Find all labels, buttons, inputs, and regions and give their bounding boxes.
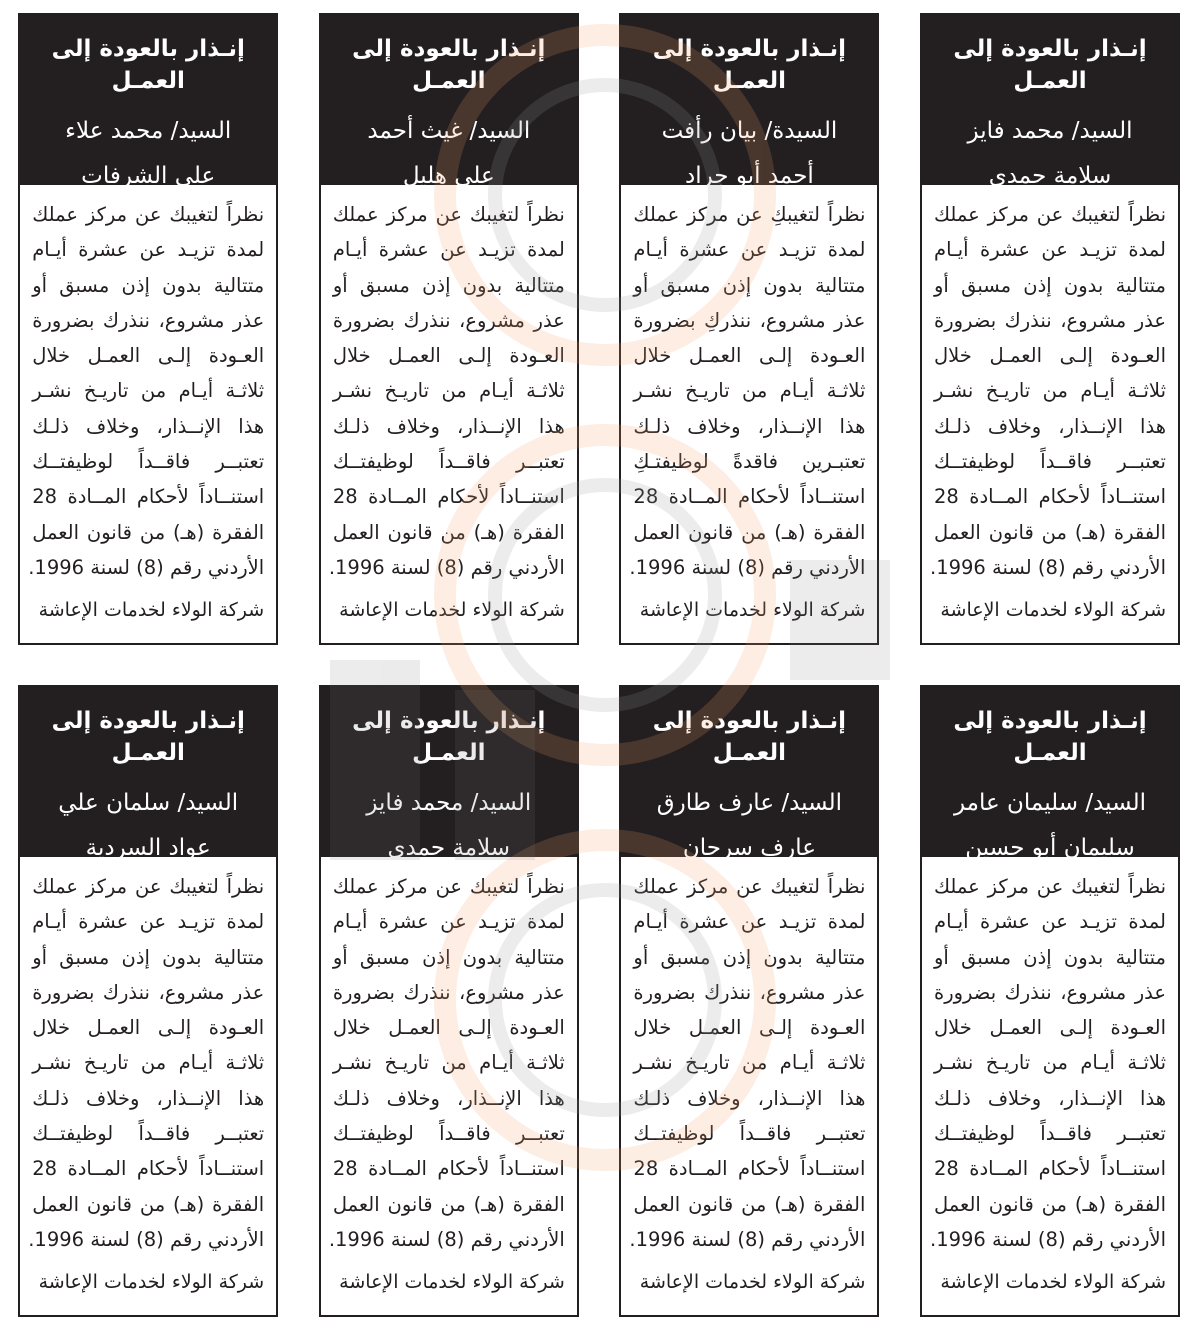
body-line: استنــاداً لأحكام المــادة 28 (633, 1157, 866, 1181)
body-line: الأردني رقم (8) لسنة 1996. (328, 555, 565, 579)
body-line: الأردني رقم (8) لسنة 1996. (629, 555, 866, 579)
company-signature: شركة الولاء لخدمات الإعاشة (339, 1271, 565, 1294)
body-line: ثلاثـة أيـام من تاريـخ نشـر (633, 379, 866, 403)
recipient-name-line2: سلامة حمدي (387, 835, 511, 861)
company-signature: شركة الولاء لخدمات الإعاشة (38, 599, 265, 622)
body-line: لمدة تزيـد عن عشرة أيـام (32, 910, 265, 934)
notice-title: إنـذار بالعودة إلى العمـل (652, 708, 847, 766)
body-line: ثلاثـة أيـام من تاريـخ نشـر (32, 1051, 265, 1075)
notice-body (922, 185, 1178, 585)
card-header (321, 15, 577, 189)
notice-body (321, 857, 577, 1257)
body-line: الفقرة (هـ) من قانون العمل (32, 1192, 265, 1216)
card-header (20, 15, 276, 189)
body-line: نظراً لتغيبك عن مركز عملك (332, 203, 565, 226)
notice-title: إنـذار بالعودة إلى العمـل (352, 36, 546, 94)
recipient-name-line1: السيد/ عارف طارق (656, 790, 843, 816)
card-header (922, 687, 1178, 861)
company-signature: شركة الولاء لخدمات الإعاشة (38, 1271, 265, 1294)
recipient-name-line2: أحمد أبو جراد (684, 163, 814, 189)
body-line: العـودة إلـى العمـل خلال (934, 1016, 1166, 1040)
body-line: استنــاداً لأحكام المــادة 28 (934, 1157, 1166, 1181)
body-line: ثلاثـة أيـام من تاريـخ نشـر (633, 1051, 866, 1075)
company-signature: شركة الولاء لخدمات الإعاشة (940, 599, 1166, 622)
body-line: الأردني رقم (8) لسنة 1996. (328, 1227, 565, 1251)
body-line: تعتبــر فاقــداً لوظيفتــك (332, 450, 565, 474)
body-line: عذر مشروع، ننذرك بضرورة (934, 980, 1166, 1004)
company-signature: شركة الولاء لخدمات الإعاشة (339, 599, 565, 622)
notice-grid (18, 13, 1180, 1317)
body-line: نظراً لتغيبكِ عن مركز عملك (633, 203, 866, 226)
body-line: الفقرة (هـ) من قانون العمل (332, 520, 565, 544)
body-line: متتالية بدون إذن مسبق أو (32, 273, 265, 297)
company-signature: شركة الولاء لخدمات الإعاشة (639, 599, 866, 622)
notice-title: إنـذار بالعودة إلى العمـل (953, 708, 1147, 766)
body-line: ثلاثـة أيـام من تاريـخ نشـر (934, 379, 1166, 403)
body-line: نظراً لتغيبك عن مركز عملك (934, 203, 1166, 226)
body-line: الأردني رقم (8) لسنة 1996. (28, 555, 265, 579)
notice-body (621, 857, 877, 1257)
body-line: متتالية بدون إذن مسبق أو (934, 273, 1166, 297)
recipient-name-line1: السيد/ محمد فايز (366, 790, 532, 816)
notice-title: إنـذار بالعودة إلى العمـل (352, 708, 546, 766)
body-line: تعتبــر فاقــداً لوظيفتــك (32, 450, 265, 474)
body-line: متتالية بدون إذن مسبق أو (332, 945, 565, 969)
body-line: العـودة إلـى العمـل خلال (633, 1016, 866, 1040)
notice-card-5 (920, 685, 1180, 1317)
body-line: هذا الإنــذار، وخلاف ذلـك (934, 414, 1166, 438)
body-line: تعتبــر فاقــداً لوظيفتــك (32, 1122, 265, 1146)
body-line: لمدة تزيـد عن عشرة أيـام (633, 910, 866, 934)
body-line: هذا الإنــذار، وخلاف ذلـك (934, 1086, 1166, 1110)
body-line: نظراً لتغيبك عن مركز عملك (32, 875, 265, 898)
recipient-name-line1: السيد/ سليمان عامر (953, 790, 1147, 816)
body-line: نظراً لتغيبك عن مركز عملك (332, 875, 565, 898)
company-signature: شركة الولاء لخدمات الإعاشة (639, 1271, 866, 1294)
body-line: ثلاثـة أيـام من تاريـخ نشـر (32, 379, 265, 403)
body-line: نظراً لتغيبك عن مركز عملك (934, 875, 1166, 898)
body-line: متتالية بدون إذن مسبق أو (633, 273, 866, 297)
card-header (922, 15, 1178, 189)
notice-card-8 (18, 685, 278, 1317)
body-line: متتالية بدون إذن مسبق أو (32, 945, 265, 969)
body-line: نظراً لتغيبك عن مركز عملك (32, 203, 265, 226)
notice-title: إنـذار بالعودة إلى العمـل (652, 36, 847, 94)
recipient-name-line2: عارف سرحان (682, 835, 816, 861)
body-line: الأردني رقم (8) لسنة 1996. (629, 1227, 866, 1251)
body-line: الأردني رقم (8) لسنة 1996. (28, 1227, 265, 1251)
body-line: متتالية بدون إذن مسبق أو (934, 945, 1166, 969)
notice-body (621, 185, 877, 585)
notice-card-7 (319, 685, 579, 1317)
body-line: تعتبــر فاقــداً لوظيفتــك (934, 1122, 1166, 1146)
recipient-name-line2: سليمان أبو حسين (965, 835, 1135, 861)
body-line: الفقرة (هـ) من قانون العمل (32, 520, 265, 544)
body-line: لمدة تزيـد عن عشرة أيـام (332, 238, 565, 262)
body-line: هذا الإنــذار، وخلاف ذلـك (633, 414, 866, 438)
company-signature: شركة الولاء لخدمات الإعاشة (940, 1271, 1166, 1294)
body-line: استنــاداً لأحكام المــادة 28 (32, 485, 265, 509)
notice-card-2 (619, 13, 879, 645)
card-header (621, 687, 877, 861)
body-line: ثلاثـة أيـام من تاريـخ نشـر (332, 379, 565, 403)
body-line: العـودة إلـى العمـل خلال (32, 344, 265, 368)
body-line: الفقرة (هـ) من قانون العمل (934, 1192, 1166, 1216)
card-header (621, 15, 877, 189)
body-line: استنــاداً لأحكام المــادة 28 (332, 485, 565, 509)
body-line: متتالية بدون إذن مسبق أو (332, 273, 565, 297)
notice-title: إنـذار بالعودة إلى العمـل (51, 708, 245, 766)
body-line: لمدة تزيـد عن عشرة أيـام (934, 238, 1166, 262)
body-line: استنــاداً لأحكام المــادة 28 (934, 485, 1166, 509)
body-line: هذا الإنــذار، وخلاف ذلـك (633, 1086, 866, 1110)
body-line: هذا الإنــذار، وخلاف ذلـك (32, 1086, 265, 1110)
card-header (20, 687, 276, 861)
notice-card-6 (619, 685, 879, 1317)
body-line: ثلاثـة أيـام من تاريـخ نشـر (332, 1051, 565, 1075)
body-line: العـودة إلـى العمـل خلال (934, 344, 1166, 368)
body-line: الفقرة (هـ) من قانون العمل (934, 520, 1166, 544)
notice-body (321, 185, 577, 585)
body-line: عذر مشروع، ننذرك بضرورة (32, 980, 265, 1004)
recipient-name-line2: سلامة حمدي (988, 163, 1112, 189)
body-line: تعتبــر فاقــداً لوظيفتــك (934, 450, 1166, 474)
card-header (321, 687, 577, 861)
body-line: ثلاثـة أيـام من تاريـخ نشـر (934, 1051, 1166, 1075)
body-line: هذا الإنــذار، وخلاف ذلـك (332, 1086, 565, 1110)
body-line: العـودة إلـى العمـل خلال (332, 344, 565, 368)
notice-title: إنـذار بالعودة إلى العمـل (51, 36, 245, 94)
body-line: هذا الإنــذار، وخلاف ذلـك (332, 414, 565, 438)
body-line: لمدة تزيـد عن عشرة أيـام (934, 910, 1166, 934)
body-line: تعتبــر فاقــداً لوظيفتــك (332, 1122, 565, 1146)
body-line: عذر مشروع، ننذرك بضرورة (934, 308, 1166, 332)
body-line: عذر مشروع، ننذرك بضرورة (633, 980, 866, 1004)
body-line: متتالية بدون إذن مسبق أو (633, 945, 866, 969)
notice-body (922, 857, 1178, 1257)
notice-card-4 (18, 13, 278, 645)
notice-body (20, 185, 276, 585)
body-line: الفقرة (هـ) من قانون العمل (633, 520, 866, 544)
notice-card-1 (920, 13, 1180, 645)
recipient-name-line1: السيد/ محمد فايز (967, 118, 1133, 144)
recipient-name-line2: علي هليل (402, 163, 495, 189)
body-line: استنــاداً لأحكام المــادة 28 (332, 1157, 565, 1181)
recipient-name-line1: السيد/ غيث أحمد (367, 118, 531, 144)
recipient-name-line1: السيد/ سلمان علي (58, 790, 239, 816)
recipient-name-line2: عواد السردية (85, 835, 211, 861)
body-line: لمدة تزيـد عن عشرة أيـام (32, 238, 265, 262)
body-line: عذر مشروع، ننذرك بضرورة (32, 308, 265, 332)
recipient-name-line1: السيد/ محمد علاء (65, 118, 232, 144)
body-line: العـودة إلـى العمـل خلال (633, 344, 866, 368)
body-line: الفقرة (هـ) من قانون العمل (332, 1192, 565, 1216)
body-line: نظراً لتغيبك عن مركز عملك (633, 875, 866, 898)
notice-body (20, 857, 276, 1257)
body-line: العـودة إلـى العمـل خلال (32, 1016, 265, 1040)
body-line: تعتبــر فاقــداً لوظيفتــك (633, 1122, 866, 1146)
body-line: هذا الإنــذار، وخلاف ذلـك (32, 414, 265, 438)
body-line: تعتبـرين فاقدةً لوظيفتـكِ (633, 450, 866, 474)
body-line: الأردني رقم (8) لسنة 1996. (930, 1227, 1166, 1251)
body-line: لمدة تزيـد عن عشرة أيـام (633, 238, 866, 262)
body-line: عذر مشروع، ننذركِ بضرورة (633, 308, 866, 332)
body-line: استنــاداً لأحكام المــادة 28 (633, 485, 866, 509)
recipient-name-line2: علي الشرفات (81, 163, 216, 189)
body-line: لمدة تزيـد عن عشرة أيـام (332, 910, 565, 934)
notice-card-3 (319, 13, 579, 645)
body-line: الفقرة (هـ) من قانون العمل (633, 1192, 866, 1216)
notice-title: إنـذار بالعودة إلى العمـل (953, 36, 1147, 94)
recipient-name-line1: السيدة/ بيان رأفت (661, 118, 838, 144)
body-line: استنــاداً لأحكام المــادة 28 (32, 1157, 265, 1181)
body-line: عذر مشروع، ننذرك بضرورة (332, 308, 565, 332)
body-line: العـودة إلـى العمـل خلال (332, 1016, 565, 1040)
body-line: الأردني رقم (8) لسنة 1996. (930, 555, 1166, 579)
body-line: عذر مشروع، ننذرك بضرورة (332, 980, 565, 1004)
